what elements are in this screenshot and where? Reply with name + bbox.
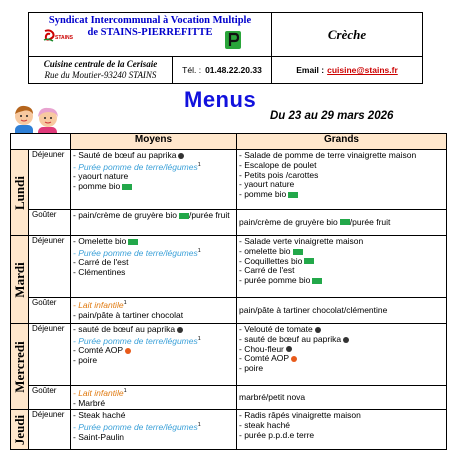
snack-moyens-cell <box>71 298 237 324</box>
dish-item <box>239 431 444 441</box>
dish-text: - yaourt nature <box>73 171 129 182</box>
meal-label-snack: Goûter <box>29 386 71 410</box>
organic-label-icon <box>340 219 350 225</box>
dish-text: - Marbré <box>73 397 106 408</box>
day-snack-row <box>11 210 447 236</box>
dish-text: - Velouté de tomate <box>239 324 313 334</box>
menus-title: Menus <box>184 87 257 112</box>
lunch-moyens-cell <box>71 236 237 298</box>
lunch-grands-cell <box>237 236 447 298</box>
dish-item <box>73 311 234 321</box>
footnote-marker: 1 <box>197 422 201 429</box>
organic-label-icon <box>312 278 322 284</box>
day-lunch-row <box>11 236 447 298</box>
tel-label: Tél. : <box>182 65 202 75</box>
day-name: Mardi <box>11 261 27 298</box>
aop-label-icon <box>125 348 131 354</box>
dish-item <box>239 354 444 364</box>
meal-label-snack: Goûter <box>29 210 71 236</box>
quality-label-icon <box>286 346 292 352</box>
day-snack-row <box>11 298 447 324</box>
day-lunch-row <box>11 324 447 386</box>
dish-text: - Steak haché <box>73 410 126 421</box>
footnote-marker: 1 <box>123 388 127 394</box>
org-name-line1: Syndicat Intercommunal à Vocation Multiple <box>48 15 252 26</box>
header-box <box>28 12 423 84</box>
dish-text: - Purée pomme de terre/légumes <box>73 247 198 258</box>
dish-item <box>239 276 444 286</box>
header-top-row <box>29 13 422 57</box>
dish-item <box>73 346 234 356</box>
dish-text: - Clémentines <box>73 267 126 278</box>
dish-text: - Petits pois /carottes <box>239 169 319 180</box>
organic-label-icon <box>293 249 303 255</box>
dish-text: - steak haché <box>239 420 291 431</box>
dish-item <box>73 433 234 443</box>
meal-label-lunch: Déjeuner <box>29 236 71 298</box>
kitchen-name: Cuisine centrale de la Cerisaie <box>43 59 158 69</box>
day-cell <box>11 324 29 410</box>
lunch-moyens-cell <box>71 150 237 210</box>
dish-text-suffix: /purée fruit <box>349 216 391 227</box>
dish-item <box>239 218 444 228</box>
footnote-marker: 1 <box>197 335 201 342</box>
stains-logo-icon <box>42 29 56 43</box>
dish-text: - pain/crème de gruyère bio <box>73 210 177 220</box>
meal-label-lunch: Déjeuner <box>29 410 71 450</box>
dish-item <box>239 364 444 374</box>
dish-text: - Salade de pomme de terre vinaigrette maison <box>239 150 417 160</box>
column-header-grands: Grands <box>237 134 447 150</box>
organic-label-icon <box>179 213 189 219</box>
dish-item <box>239 393 444 403</box>
table-header-row <box>11 134 447 150</box>
menu-body <box>11 150 447 450</box>
day-name: Mercredi <box>11 340 27 393</box>
dish-text: - purée pomme bio <box>239 275 311 286</box>
dish-text: - Salade verte vinaigrette maison <box>239 236 364 246</box>
dish-text: marbré/petit nova <box>239 391 306 402</box>
date-range: Du 23 au 29 mars 2026 <box>270 110 394 122</box>
organic-label-icon <box>122 184 132 190</box>
dish-text: - Purée pomme de terre/légumes <box>73 161 198 172</box>
dish-item <box>73 151 234 161</box>
dish-text: - Comté AOP <box>239 353 290 364</box>
day-lunch-row <box>11 150 447 210</box>
dish-item <box>239 190 444 200</box>
dish-text: - sauté de bœuf au paprika <box>239 333 342 344</box>
dish-text: - purée p.p.d.e terre <box>239 430 315 441</box>
dish-text: - Purée pomme de terre/légumes <box>73 335 198 346</box>
dish-text: - Lait infantile <box>73 299 124 310</box>
day-cell <box>11 410 29 450</box>
organic-label-icon <box>288 192 298 198</box>
lunch-grands-cell <box>237 150 447 210</box>
meal-label-lunch: Déjeuner <box>29 324 71 386</box>
aop-label-icon <box>291 356 297 362</box>
snack-grands-cell <box>237 210 447 236</box>
organic-label-icon <box>304 258 314 264</box>
dish-text: pain/pâte à tartiner chocolat/clémentine <box>239 304 388 315</box>
day-cell <box>11 150 29 236</box>
day-cell <box>11 236 29 324</box>
dish-item <box>73 325 234 335</box>
section-title: Crèche <box>327 26 367 42</box>
dish-text: - yaourt nature <box>239 179 295 190</box>
dish-text: - Purée pomme de terre/légumes <box>73 422 198 433</box>
stains-logo-text: STAINS <box>55 35 73 41</box>
dish-text: - Lait infantile <box>73 387 124 398</box>
day-name: Lundi <box>11 175 27 210</box>
lunch-moyens-cell <box>71 324 237 386</box>
dish-text: - Carré de l'est <box>73 257 129 268</box>
dish-item <box>73 356 234 366</box>
email-label: Email : <box>296 65 325 75</box>
dish-text: pain/crème de gruyère bio <box>239 216 338 227</box>
organization-block <box>29 13 272 56</box>
dish-text: - Escalope de poulet <box>239 159 317 170</box>
telephone <box>173 57 272 83</box>
meal-label-snack: Goûter <box>29 298 71 324</box>
dish-text: - Saint-Paulin <box>73 431 125 442</box>
dish-text: - omelette bio <box>239 245 291 256</box>
dish-text: - Radis râpés vinaigrette maison <box>239 410 361 421</box>
dish-text: - Coquillettes bio <box>239 255 303 266</box>
kitchen-address <box>29 57 173 83</box>
meal-label-lunch: Déjeuner <box>29 150 71 210</box>
dish-item <box>73 211 234 221</box>
dish-text: - Sauté de bœuf au paprika <box>73 150 177 160</box>
snack-moyens-cell <box>71 210 237 236</box>
org-name-line2: de STAINS-PIERREFITTE <box>87 27 213 38</box>
table-corner <box>11 134 71 150</box>
footnote-marker: 1 <box>123 300 127 306</box>
dish-text: - poire <box>73 355 98 366</box>
snack-moyens-cell <box>71 386 237 410</box>
header-contact-row <box>29 57 422 83</box>
quality-label-icon <box>178 153 184 159</box>
dish-text: - Carré de l'est <box>239 265 295 276</box>
dish-text: - poire <box>239 363 264 374</box>
tel-number: 01.48.22.20.33 <box>205 65 262 75</box>
dish-text: - Omelette bio <box>73 236 127 246</box>
dish-item <box>73 182 234 192</box>
dish-item <box>239 306 444 316</box>
dish-item <box>73 268 234 278</box>
quality-label-icon <box>177 327 183 333</box>
dish-text: - pomme bio <box>73 181 121 192</box>
day-lunch-row <box>11 410 447 450</box>
lunch-grands-cell <box>237 324 447 386</box>
footnote-marker: 1 <box>197 161 201 168</box>
dish-text: - Chou-fleur <box>239 343 284 354</box>
column-header-moyens: Moyens <box>71 134 237 150</box>
dish-text: - Comté AOP <box>73 345 124 356</box>
organic-label-icon <box>128 239 138 245</box>
email <box>272 57 422 83</box>
snack-grands-cell <box>237 386 447 410</box>
day-snack-row <box>11 386 447 410</box>
dish-item <box>73 399 234 409</box>
quality-label-icon <box>343 337 349 343</box>
dish-text: - pain/pâte à tartiner chocolat <box>73 309 184 320</box>
menu-table <box>10 133 447 450</box>
kitchen-street: Rue du Moutier-93240 STAINS <box>44 70 157 80</box>
quality-label-icon <box>315 327 321 333</box>
email-link[interactable]: cuisine@stains.fr <box>327 65 398 75</box>
dish-item <box>73 237 234 247</box>
day-name: Jeudi <box>11 414 27 446</box>
snack-grands-cell <box>237 298 447 324</box>
dish-text-suffix: /purée fruit <box>188 210 230 220</box>
lunch-grands-cell <box>237 410 447 450</box>
footnote-marker: 1 <box>197 247 201 254</box>
lunch-moyens-cell <box>71 410 237 450</box>
dish-text: - sauté de bœuf au paprika <box>73 324 176 334</box>
pierrefitte-logo-icon <box>225 31 241 49</box>
dish-text: - pomme bio <box>239 189 287 200</box>
dish-item <box>73 411 234 421</box>
